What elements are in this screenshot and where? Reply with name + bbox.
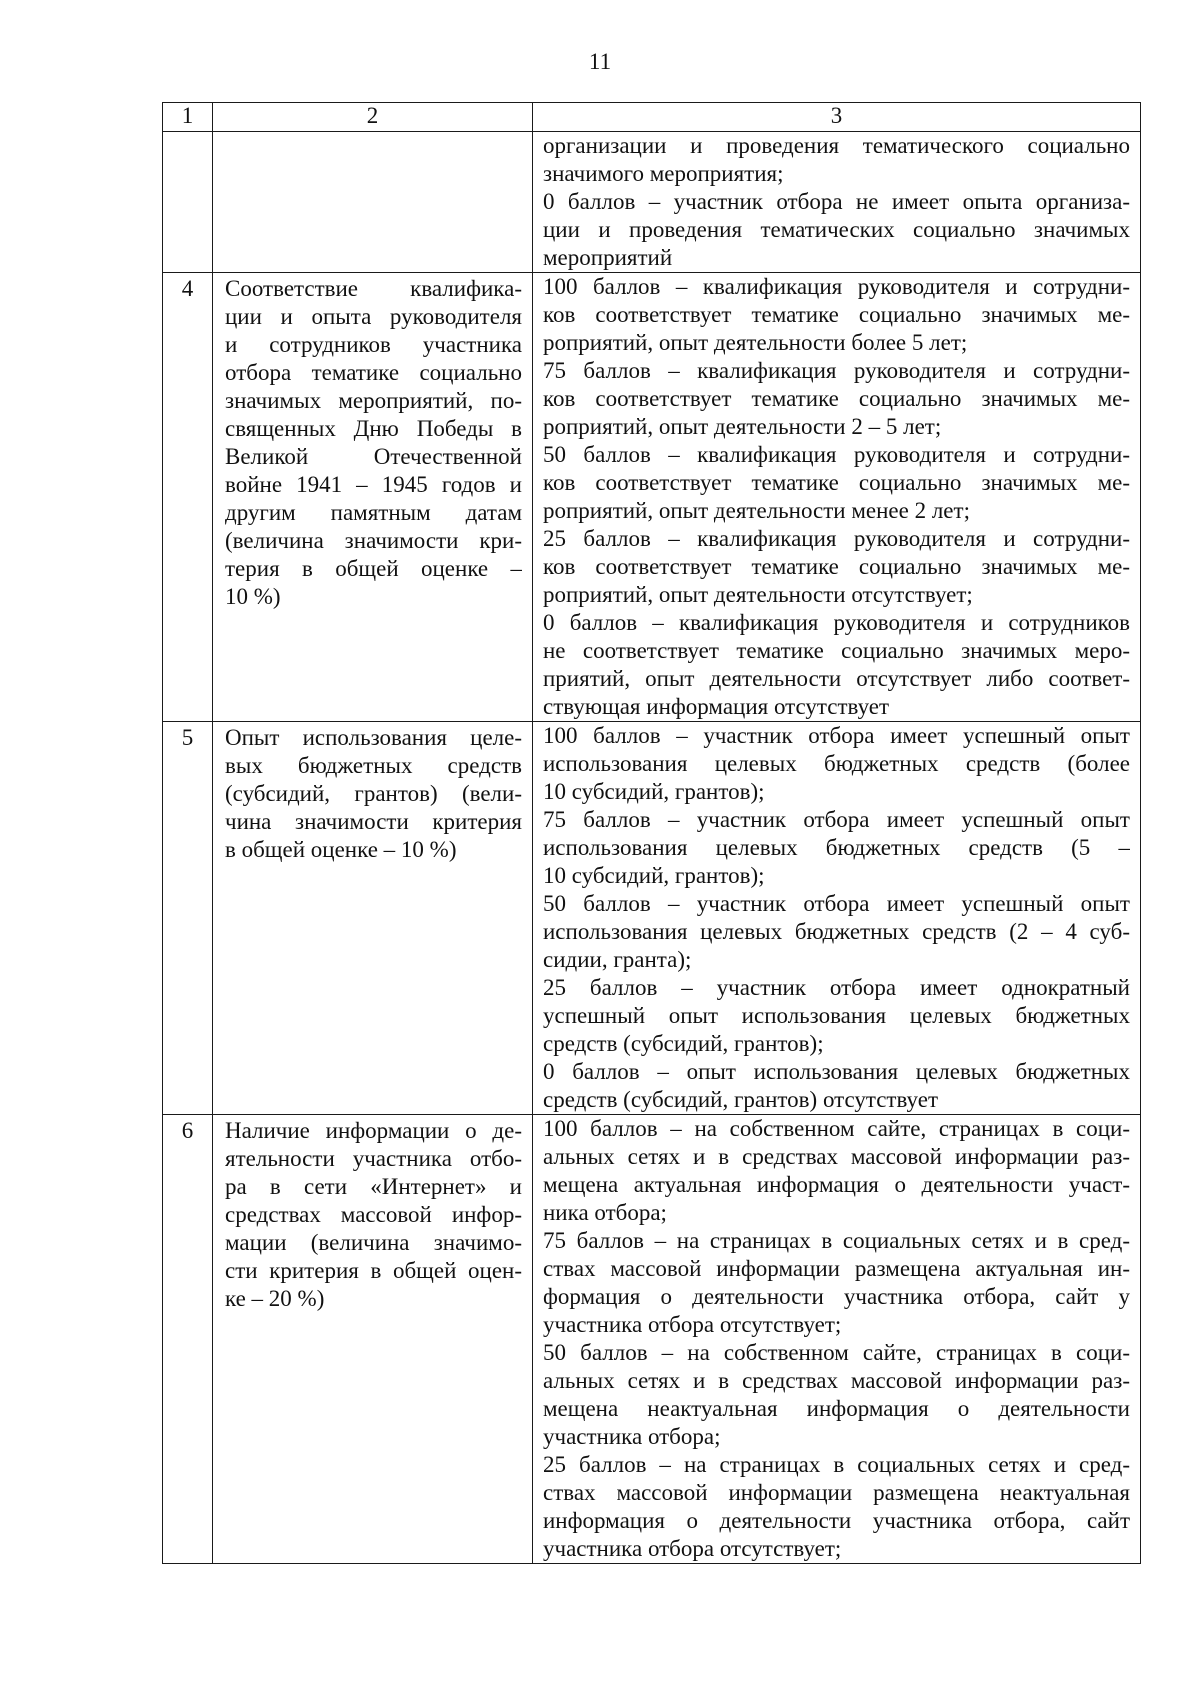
text-line: Наличие информации о де- [225, 1118, 522, 1143]
text-line: Опыт использования целе- [225, 725, 522, 750]
table-row [163, 273, 1141, 722]
text-line: значимых мероприятий, по- [225, 388, 522, 413]
text-line: (субсидий, грантов) (вели- [225, 781, 522, 806]
text-line: 100 баллов – квалификация руководителя и сотрудни- [543, 274, 1130, 299]
text-line: ника отбора; [543, 1200, 667, 1225]
text-line: роприятий, опыт деятельности отсутствует; [543, 582, 973, 607]
text-line: мещена актуальная информация о деятельности участ- [543, 1172, 1130, 1197]
column-header-2: 2 [213, 103, 533, 132]
text-line: ков соответствует тематике социально значимых ме- [543, 554, 1130, 579]
text-line: использования целевых бюджетных средств (2 – 4 суб- [543, 919, 1130, 944]
row-number: 4 [163, 273, 213, 722]
text-line: ствующая информация отсутствует [543, 694, 890, 719]
table-header-row [163, 103, 1141, 132]
text-line: значимого мероприятия; [543, 161, 784, 186]
text-line: ков соответствует тематике социально значимых ме- [543, 386, 1130, 411]
text-line: 0 баллов – опыт использования целевых бюджетных [543, 1059, 1130, 1084]
text-line: средств (субсидий, грантов) отсутствует [543, 1087, 939, 1112]
text-line: ра в сети «Интернет» и [225, 1174, 522, 1199]
text-line: 10 субсидий, грантов); [543, 863, 765, 888]
row-number: 6 [163, 1115, 213, 1564]
text-line: отбора тематике социально [225, 360, 522, 385]
row-number [163, 132, 213, 273]
text-line: альных сетях и в средствах массовой информации раз- [543, 1144, 1130, 1169]
text-line: и сотрудников участника [225, 332, 522, 357]
text-line: ции и проведения тематических социально значимых [543, 217, 1130, 242]
criterion-scores [533, 273, 1141, 722]
text-line: сидии, гранта); [543, 947, 692, 972]
text-line: в общей оценке – 10 %) [225, 837, 457, 862]
text-line: ков соответствует тематике социально значимых ме- [543, 302, 1130, 327]
text-line: 100 баллов – на собственном сайте, страницах в соци- [543, 1116, 1130, 1141]
criterion-scores [533, 1115, 1141, 1564]
text-line: 75 баллов – участник отбора имеет успешный опыт [543, 807, 1130, 832]
text-line: 25 баллов – на страницах в социальных сетях и сред- [543, 1452, 1130, 1477]
text-line: 25 баллов – квалификация руководителя и сотрудни- [543, 526, 1130, 551]
page-number: 11 [588, 49, 612, 74]
text-line: ке – 20 %) [225, 1286, 325, 1311]
criterion-name [213, 273, 533, 722]
text-line: участника отбора отсутствует; [543, 1312, 842, 1337]
text-line: ков соответствует тематике социально значимых ме- [543, 470, 1130, 495]
text-line: 0 баллов – участник отбора не имеет опыта организа- [543, 189, 1130, 214]
text-line: 50 баллов – участник отбора имеет успешный опыт [543, 891, 1130, 916]
table-row [163, 1115, 1141, 1564]
criterion-name [213, 722, 533, 1115]
text-line: альных сетях и в средствах массовой информации раз- [543, 1368, 1130, 1393]
text-line: мации (величина значимо- [225, 1230, 522, 1255]
text-line: участника отбора отсутствует; [543, 1536, 842, 1561]
text-line: ятельности участника отбо- [225, 1146, 522, 1171]
criterion-name [213, 132, 533, 273]
text-line: 50 баллов – на собственном сайте, страницах в соци- [543, 1340, 1130, 1365]
table-row-continuation [163, 132, 1141, 273]
text-line: чина значимости критерия [225, 809, 522, 834]
text-line: другим памятным датам [225, 500, 522, 525]
text-line: ствах массовой информации размещена актуальная ин- [543, 1256, 1130, 1281]
text-line: 10 субсидий, грантов); [543, 779, 765, 804]
text-line: приятий, опыт деятельности отсутствует либо соответ- [543, 666, 1130, 691]
text-line: священных Дню Победы в [225, 416, 522, 441]
text-line: мероприятий [543, 245, 673, 270]
text-line: формация о деятельности участника отбора, сайт у [543, 1284, 1130, 1309]
text-line: вых бюджетных средств [225, 753, 522, 778]
criterion-scores [533, 722, 1141, 1115]
text-line: средств (субсидий, грантов); [543, 1031, 824, 1056]
text-line: не соответствует тематике социально значимых меро- [543, 638, 1130, 663]
text-line: Великой Отечественной [225, 444, 522, 469]
text-line: Соответствие квалифика- [225, 276, 522, 301]
text-line: (величина значимости кри- [225, 528, 522, 553]
text-line: 100 баллов – участник отбора имеет успешный опыт [543, 723, 1130, 748]
criteria-table [162, 102, 1141, 1564]
text-line: 50 баллов – квалификация руководителя и сотрудни- [543, 442, 1130, 467]
text-line: информация о деятельности участника отбора, сайт [543, 1508, 1130, 1533]
text-line: роприятий, опыт деятельности менее 2 лет; [543, 498, 970, 523]
text-line: мещена неактуальная информация о деятельности [543, 1396, 1130, 1421]
table-row [163, 722, 1141, 1115]
text-line: использования целевых бюджетных средств (5 – [543, 835, 1130, 860]
text-line: 75 баллов – на страницах в социальных сетях и в сред- [543, 1228, 1130, 1253]
row-number: 5 [163, 722, 213, 1115]
text-line: использования целевых бюджетных средств (более [543, 751, 1130, 776]
criterion-name [213, 1115, 533, 1564]
text-line: 10 %) [225, 584, 281, 609]
text-line: 0 баллов – квалификация руководителя и сотрудников [543, 610, 1130, 635]
text-line: войне 1941 – 1945 годов и [225, 472, 522, 497]
text-line: ции и опыта руководителя [225, 304, 522, 329]
text-line: роприятий, опыт деятельности 2 – 5 лет; [543, 414, 942, 439]
text-line: успешный опыт использования целевых бюджетных [543, 1003, 1130, 1028]
criterion-scores [533, 132, 1141, 273]
text-line: сти критерия в общей оцен- [225, 1258, 522, 1283]
column-header-1: 1 [163, 103, 213, 132]
text-line: терия в общей оценке – [225, 556, 522, 581]
text-line: участника отбора; [543, 1424, 721, 1449]
text-line: 75 баллов – квалификация руководителя и сотрудни- [543, 358, 1130, 383]
text-line: организации и проведения тематического социально [543, 133, 1130, 158]
text-line: 25 баллов – участник отбора имеет однократный [543, 975, 1130, 1000]
column-header-3: 3 [533, 103, 1141, 132]
text-line: средствах массовой инфор- [225, 1202, 522, 1227]
text-line: ствах массовой информации размещена неактуальная [543, 1480, 1130, 1505]
text-line: роприятий, опыт деятельности более 5 лет; [543, 330, 968, 355]
